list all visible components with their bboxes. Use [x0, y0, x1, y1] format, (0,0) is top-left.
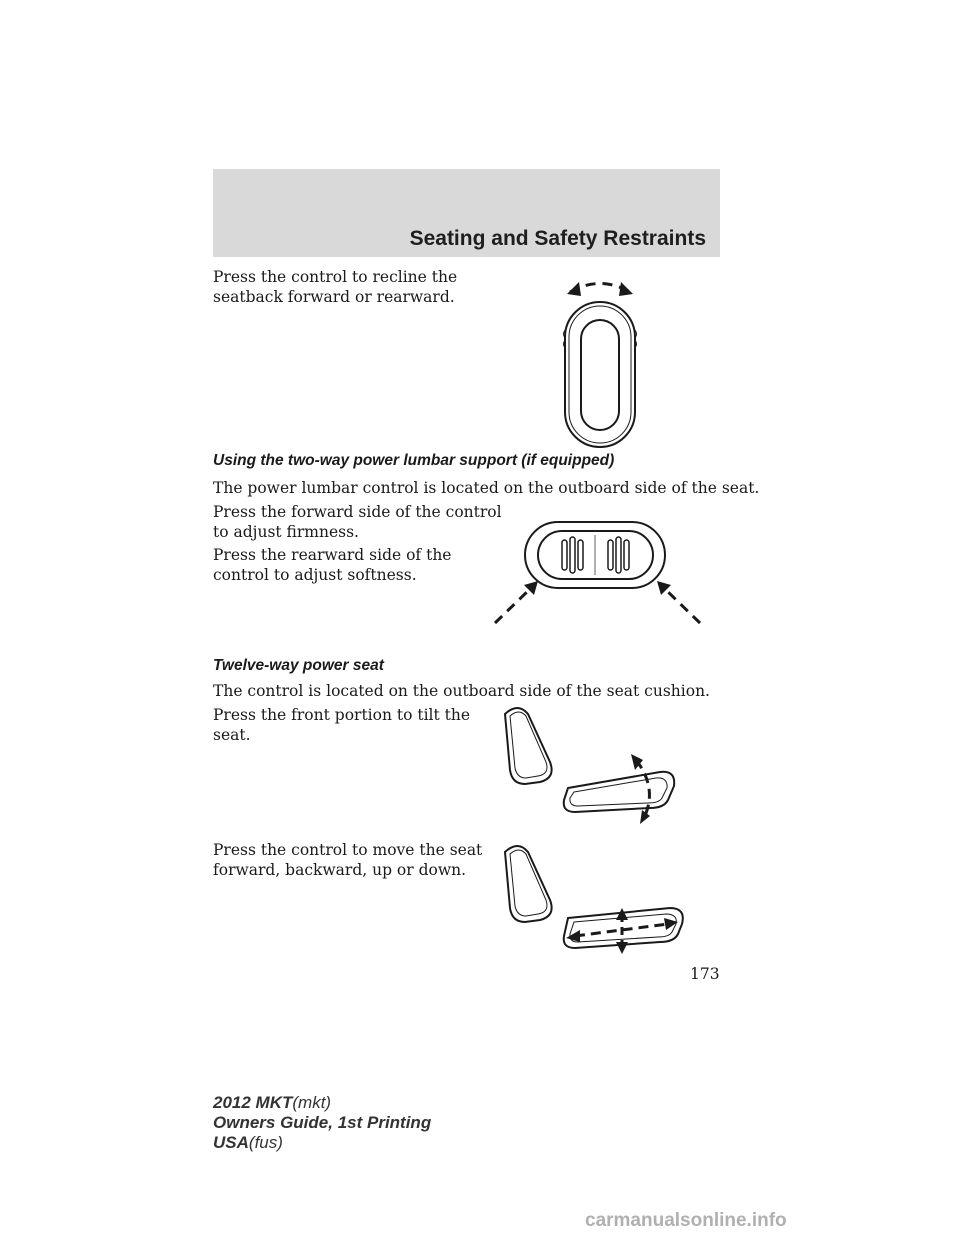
lumbar-rearward-line-1: Press the rearward side of the [213, 546, 452, 564]
move-arrowhead-forward [566, 930, 580, 942]
lumbar-heading: Using the two-way power lumbar support (if equipped) [213, 452, 615, 469]
section-header-band [213, 169, 720, 257]
footer-guide-edition: Owners Guide, 1st Printing [213, 1113, 432, 1132]
move-arrowhead-down [616, 942, 628, 954]
watermark-text: carmanualsonline.info [585, 1210, 787, 1231]
tilt-line-2: seat. [213, 726, 251, 744]
footer-print-info [213, 1093, 431, 1153]
recline-text-line-1: Press the control to recline the [213, 268, 458, 286]
lumbar-rearward-line-2: control to adjust softness. [213, 566, 417, 584]
move-line-1: Press the control to move the seat [213, 841, 483, 859]
footer-market: USA [213, 1133, 249, 1152]
lumbar-forward-line-2: to adjust firmness. [213, 523, 359, 541]
section-title: Seating and Safety Restraints [409, 227, 706, 250]
page-number: 173 [690, 965, 720, 983]
footer-market-code: (fus) [248, 1133, 283, 1152]
twelve-way-location-text: The control is located on the outboard side of the seat cushion. [213, 682, 710, 700]
lumbar-location-text: The power lumbar control is located on the outboard side of the seat. [213, 479, 760, 497]
twelve-way-heading: Twelve-way power seat [213, 657, 384, 674]
footer-model-code: (mkt) [292, 1093, 332, 1112]
move-control-illustration [490, 838, 690, 963]
lumbar-control-illustration [490, 515, 710, 630]
lumbar-forward-line-1: Press the forward side of the control [213, 503, 502, 521]
footer-model: 2012 MKT [213, 1093, 293, 1112]
recline-control-illustration [545, 270, 655, 450]
tilt-control-illustration [490, 700, 690, 825]
tilt-line-1: Press the front portion to tilt the [213, 706, 471, 724]
move-line-2: forward, backward, up or down. [213, 861, 467, 879]
recline-text-line-2: seatback forward or rearward. [213, 288, 455, 306]
